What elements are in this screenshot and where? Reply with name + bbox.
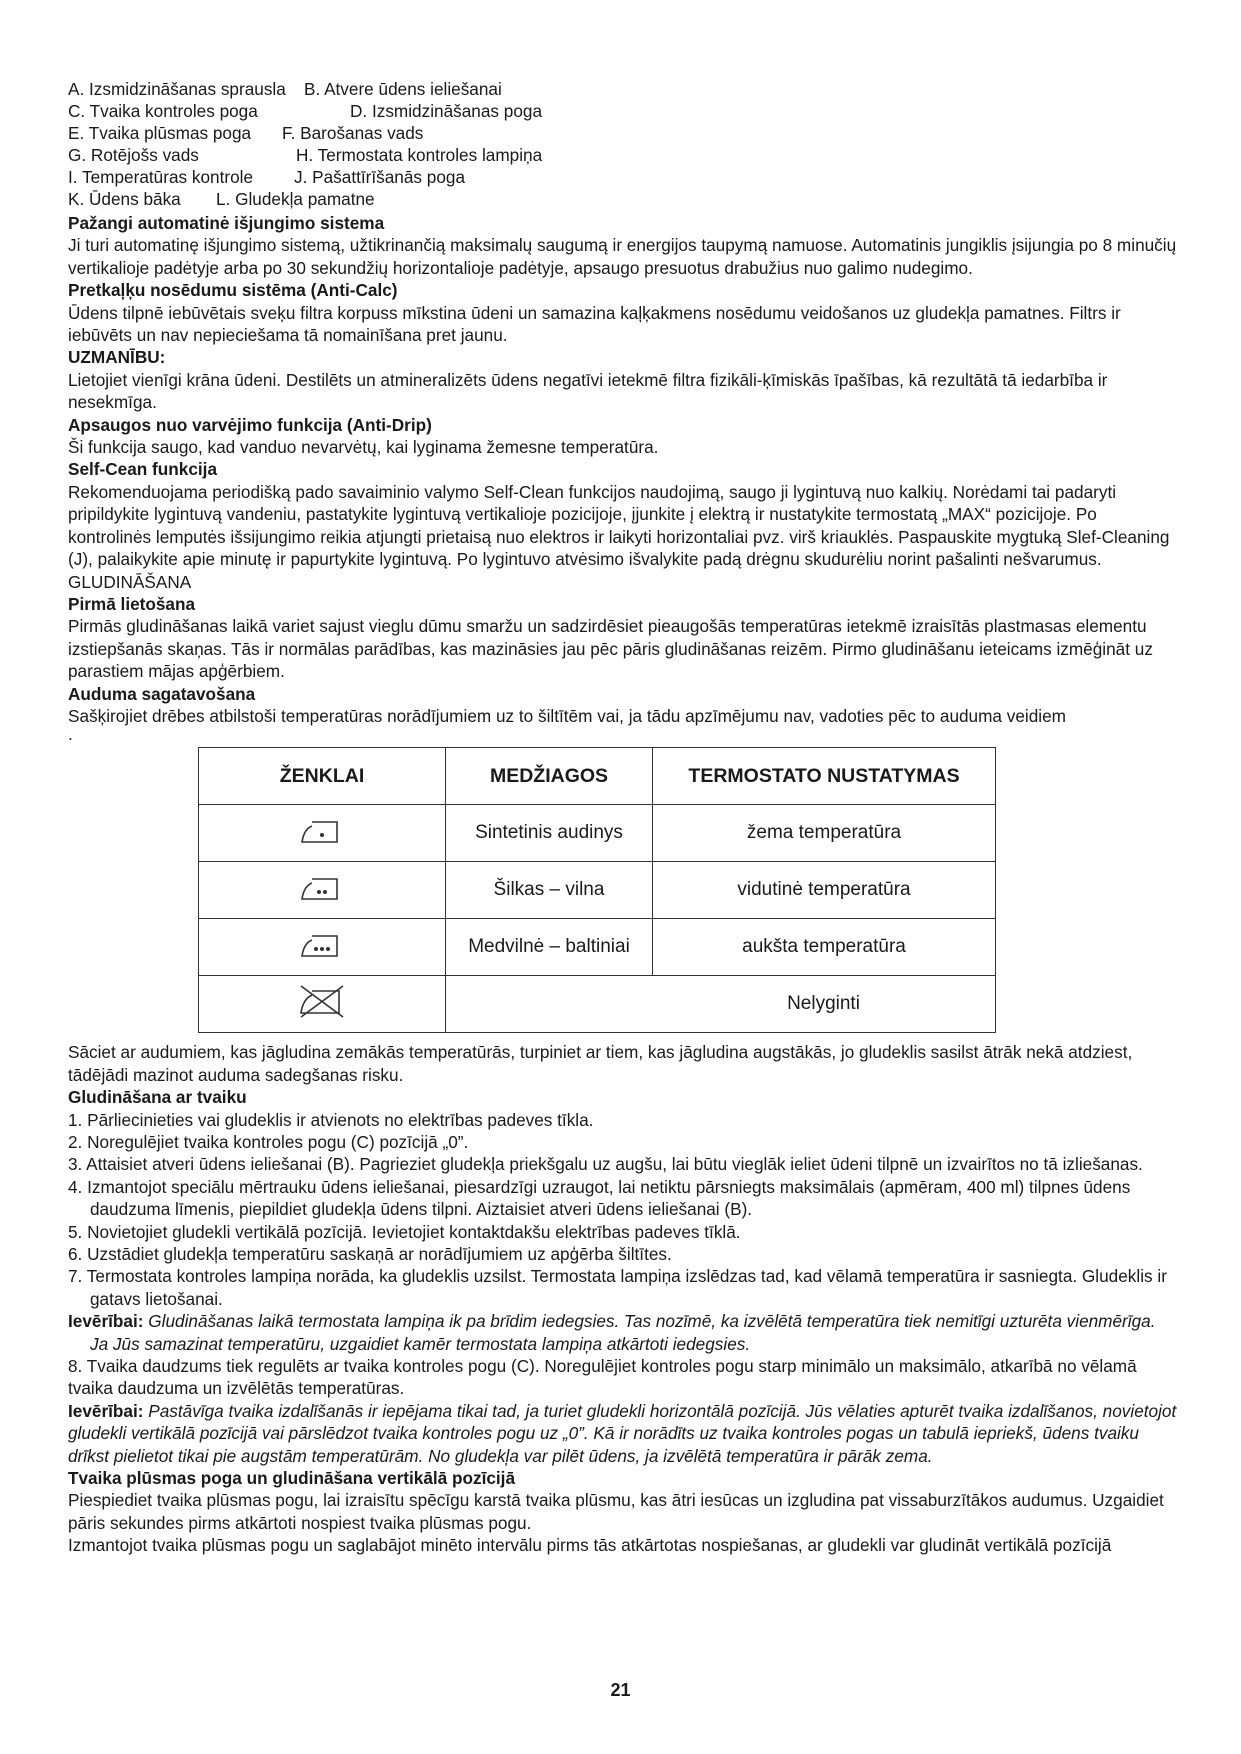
part-h: H. Termostata kontroles lampiņa: [296, 145, 543, 165]
auto-off-title: Pažangi automatinė išjungimo sistema: [68, 213, 385, 233]
list-item: 7. Termostata kontroles lampiņa norāda, ka gludeklis uzsilst. Termostata lampiņa izslēdzas tad, kad vēlamā temperatūra ir sasniegta. Gludeklis ir gatavs lietošanai.: [68, 1266, 1167, 1309]
anticalc-text: Ūdens tilpnē iebūvētais sveķu filtra korpuss mīkstina ūdeni un samazina kaļķakmens nosēdumu veidošanos uz gludekļa pamatnes. Filtrs ir iebūvēts un nav nepieciešama tā nomainīšana pret jaunu.: [68, 302, 1121, 346]
note-2: [68, 1400, 1178, 1467]
manual-page: [68, 78, 1178, 1557]
setting-cell-no-iron: Nelyginti: [446, 976, 996, 1033]
first-use-title: Pirmā lietošana: [68, 593, 196, 614]
table-header-row: [199, 748, 996, 805]
header-symbols: ŽENKLAI: [199, 748, 446, 805]
part-f: F. Barošanas vads: [282, 123, 424, 143]
step-8: 8. Tvaika daudzums tiek regulēts ar tvaika kontroles pogu (C). Noregulējiet kontroles pogu starp minimālo un maksimālo, atkarībā no vēlamā tvaika daudzuma un izvēlētās temperatūras.: [68, 1356, 1137, 1399]
part-b: B. Atvere ūdens ieliešanai: [304, 79, 502, 99]
part-k: K. Ūdens bāka: [68, 189, 181, 209]
table-row: [199, 976, 996, 1033]
ironing-symbols-table: [198, 747, 996, 1033]
fabric-prep-dot: .: [68, 724, 73, 745]
burst-title: Tvaika plūsmas poga un gludināšana vertikālā pozīcijā: [68, 1468, 516, 1489]
header-materials: MEDŽIAGOS: [446, 748, 653, 805]
part-c: C. Tvaika kontroles poga: [68, 101, 258, 121]
material-cell: Sintetinis audinys: [446, 805, 653, 862]
header-thermostat: TERMOSTATO NUSTATYMAS: [653, 748, 996, 805]
material-cell: Šilkas – vilna: [446, 862, 653, 919]
material-cell: Medvilnė – baltiniai: [446, 919, 653, 976]
note-1-text: Gludināšanas laikā termostata lampiņa ik pa brīdim iedegsies. Tas nozīmē, ka izvēlētā temperatūra tiek nemitīgi uzturēta vienmērīga. Ja Jūs samazinat temperatūru, uzgaidiet kamēr termostata lampiņa atkārtoti iedegsies.: [90, 1311, 1156, 1354]
note-1: [68, 1310, 1178, 1355]
iron-one-dot-icon: [299, 814, 345, 846]
list-item: 1. Pārliecinieties vai gludeklis ir atvienots no elektrības padeves tīkla.: [68, 1109, 594, 1130]
table-row: [199, 862, 996, 919]
parts-list: [68, 78, 1178, 212]
symbol-cell: [199, 976, 446, 1033]
auto-off-text: Ji turi automatinę išjungimo sistemą, užtikrinančią maksimalų saugumą ir energijos taupymą namuose. Automatinis jungiklis įsijungia po 8 minučių vertikalioje padėtyje arba po 30 sekundžių horizontalioje padėtyje, apsaugo presuotus drabužius nuo galimo nudegimo.: [68, 235, 1177, 278]
steam-steps-list: [68, 1109, 1178, 1311]
warning-title: UZMANĪBU:: [68, 347, 166, 368]
steam-title: Gludināšana ar tvaiku: [68, 1087, 247, 1108]
do-not-iron-icon: [297, 982, 347, 1020]
setting-cell: žema temperatūra: [653, 805, 996, 862]
list-item: 3. Attaisiet atveri ūdens ieliešanai (B). Pagrieziet gludekļa priekšgalu uz augšu, lai būtu vieglāk ieliet ūdeni tilpnē un izvairītos no tā izliešanas.: [68, 1154, 1143, 1175]
setting-cell: vidutinė temperatūra: [653, 862, 996, 919]
note-2-text: Pastāvīga tvaika izdalīšanās ir iepējama tikai tad, ja turiet gludekli horizontālā pozīcijā. Jūs vēlaties apturēt tvaika izdalīšanos, novietojot gludekli vertikālā pozīcijā vai pārslēdzot tvaika kontroles pogu uz „0”. Kā ir norādīts uz tvaika kontroles pogas un tabulā iepriekš, ūdens tvaiku drīkst pielietot tikai pie augstām temperatūrām. No gludekļa var pilēt ūdens, ja izvēlētā temperatūra ir pārāk zema.: [68, 1400, 1177, 1466]
part-g: G. Rotējošs vads: [68, 145, 199, 165]
part-l: L. Gludekļa pamatne: [216, 189, 375, 209]
warning-text: Lietojiet vienīgi krāna ūdeni. Destilēts un atmineralizēts ūdens negatīvi ietekmē filtra fizikāli-ķīmiskās īpašības, kā rezultātā tā iedarbība ir nesekmīga.: [68, 369, 1108, 413]
selfclean-text: Rekomenduojama periodišką pado savaiminio valymo Self-Clean funkcijos naudojimą, saugo ji lygintuvą nuo kalkių. Norėdami tai padaryti pripildykite lygintuvą vandeniu, pastatykite lygintuvą vertikalioje pozicijoje, įjunkite į elektrą ir nustatykite termostatą „MAX“ pozicijoje. Po kontrolinės lemputės išsijungimo reikia atjungti prietaisą nuo elektros ir laikyti horizontaliai pvz. virš kriauklės. Paspauskite mygtuką Slef-Cleaning (J), palaikykite apie minutę ir papurtykite lygintuvą. Po lygintuvo atvėsimo išvalykite padą drėgnu skudurėliu norint pašalinti nešvarumus.: [68, 481, 1170, 570]
part-a: A. Izsmidzināšanas sprausla: [68, 79, 286, 99]
iron-three-dots-icon: [299, 928, 345, 960]
table-row: [199, 919, 996, 976]
list-item: 5. Novietojiet gludekli vertikālā pozīcijā. Ievietojiet kontaktdakšu elektrības padeves tīklā.: [68, 1221, 741, 1242]
symbol-cell: [199, 862, 446, 919]
after-table-text: Sāciet ar audumiem, kas jāgludina zemākās temperatūrās, turpiniet ar tiem, kas jāgludina augstākās, jo gludeklis sasilst ātrāk nekā atdziest, tādējādi mazinot auduma sadegšanas risku.: [68, 1042, 1133, 1085]
setting-cell: aukšta temperatūra: [653, 919, 996, 976]
part-j: J. Pašattīrīšanās poga: [294, 167, 466, 187]
first-use-text: Pirmās gludināšanas laikā variet sajust vieglu dūmu smaržu un sadzirdēsiet pieaugošās temperatūras ietekmē izraisītās plastmasas elementu izstiepšanās skaņas. Tās ir normālas parādības, kas mazināsies jau pēc pāris gludināšanas reizēm. Pirmo gludināšanu ieteicams izmēģināt uz parastiem mājas apģērbiem.: [68, 616, 1153, 682]
fabric-prep-text: Sašķirojiet drēbes atbilstoši temperatūras norādījumiem uz to šiltītēm vai, ja tādu apzīmējumu nav, vadoties pēc to auduma veidiem: [68, 705, 1066, 726]
list-item: 6. Uzstādiet gludekļa temperatūru saskaņā ar norādījumiem uz apģērba šiltītes.: [68, 1244, 672, 1264]
page-number: 21: [610, 1680, 631, 1700]
table-row: [199, 805, 996, 862]
note-1-label: Ievērībai:: [68, 1311, 144, 1332]
iron-two-dots-icon: [299, 871, 345, 903]
selfclean-title: Self-Cean funkcija: [68, 459, 217, 480]
part-d: D. Izsmidzināšanas poga: [350, 101, 543, 121]
part-e: E. Tvaika plūsmas poga: [68, 123, 252, 143]
list-item: 2. Noregulējiet tvaika kontroles pogu (C) pozīcijā „0”.: [68, 1131, 469, 1152]
antidrip-text: Ši funkcija saugo, kad vanduo nevarvėtų, kai lyginama žemesne temperatūra.: [68, 437, 659, 458]
burst-text-1: Piespiediet tvaika plūsmas pogu, lai izraisītu spēcīgu karstā tvaika plūsmu, kas ātri iesūcas un izgludina pat vissaburzītākos audumus. Uzgaidiet pāris sekundes pirms atkārtoti nospiest tvaika plūsmas pogu.: [68, 1490, 1164, 1533]
anticalc-title: Pretkaļķu nosēdumu sistēma (Anti-Calc): [68, 280, 398, 301]
antidrip-title: Apsaugos nuo varvėjimo funkcija (Anti-Drip): [68, 414, 432, 435]
symbol-cell: [199, 805, 446, 862]
burst-text-2: Izmantojot tvaika plūsmas pogu un saglabājot minēto intervālu pirms tās atkārtotas nospiešanas, ar gludekli var gludināt vertikālā pozīcijā: [68, 1535, 1112, 1556]
symbol-cell: [199, 919, 446, 976]
part-i: I. Temperatūras kontrole: [68, 167, 254, 187]
note-2-label: Ievērībai:: [68, 1400, 144, 1421]
ironing-heading: GLUDINĀŠANA: [68, 571, 192, 592]
list-item: 4. Izmantojot speciālu mērtrauku ūdens ieliešanai, piesardzīgi uzraugot, lai netiktu pārsniegts maksimālais (apmēram, 400 ml) tilpnes ūdens daudzuma līmenis, piepildiet gludekļa ūdens tilpni. Aiztaisiet atveri ūdens ieliešanai (B).: [68, 1176, 1131, 1220]
fabric-prep-title: Auduma sagatavošana: [68, 683, 256, 704]
